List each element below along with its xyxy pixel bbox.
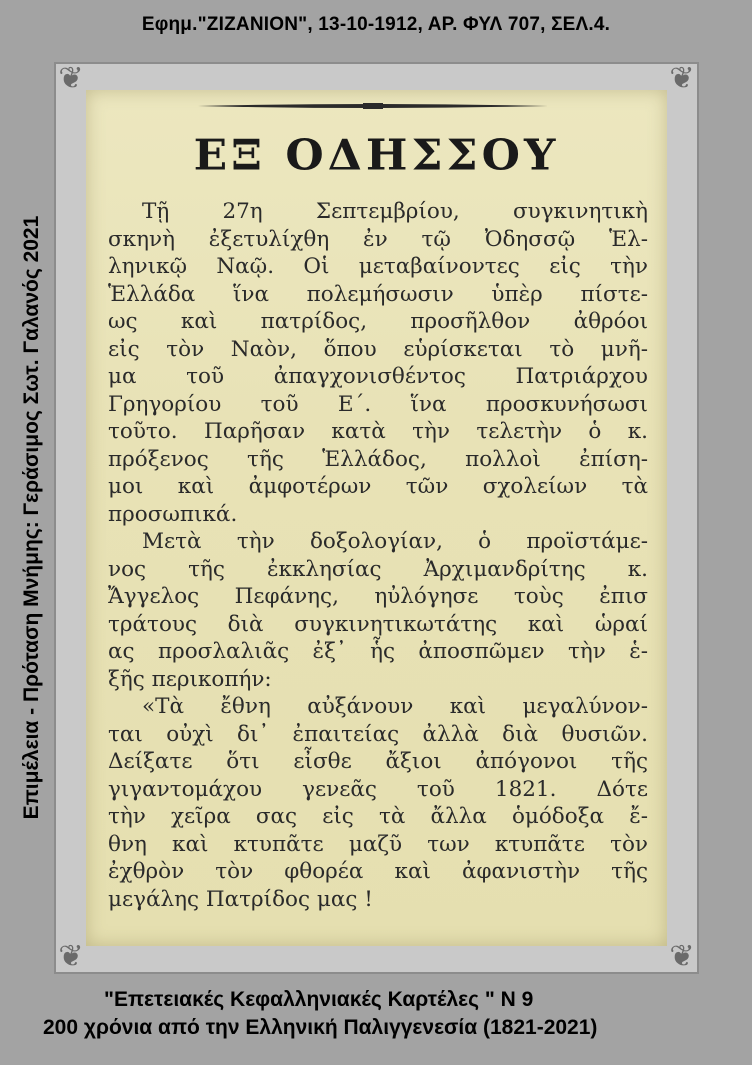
- article-line: τοῦτο. Παρῆσαν κατὰ τὴν τελετὴν ὁ κ.: [108, 419, 648, 444]
- article-line: τράτους διὰ συγκινητικωτάτης καὶ ὡραί: [108, 611, 648, 637]
- ornament-corner-icon: ❦: [58, 61, 84, 96]
- article-line: μα τοῦ ἀπαγχονισθέντος Πατριάρχου: [108, 364, 648, 389]
- article-line: Ἑλλάδα ἵνα πολεμήσωσιν ὑπὲρ πίστε-: [108, 281, 648, 307]
- article-line: Γρηγορίου τοῦ Ε΄. ἵνα προσκυνήσωσι: [108, 391, 648, 417]
- source-citation: Εφημ."ΖΙΖΑΝΙΟΝ", 13-10-1912, ΑΡ. ΦΥΛ 707, ΣΕΛ.4.: [141, 14, 611, 35]
- article-body: [108, 198, 648, 913]
- article-line: γιγαντομάχου γενεᾶς τοῦ 1821. Δότε: [108, 776, 648, 802]
- article-line: ως καὶ πατρίδος, προσῆλθον ἀθρόοι: [108, 309, 648, 334]
- ornament-corner-icon: ❦: [669, 61, 695, 96]
- article-line: ξῆς περικοπήν:: [108, 666, 272, 692]
- editor-credit: Επιμέλεια - Πρόταση Μνήμης: Γεράσιμος Σωτ. Γαλανός 2021: [20, 215, 43, 820]
- article-line: ας προσλαλιᾶς ἐξ᾽ ἧς ἀποσπῶμεν τὴν ἑ-: [108, 639, 648, 664]
- article-line: τὴν χεῖρα σας εἰς τὰ ἄλλα ὁμόδοξα ἔ-: [108, 804, 648, 829]
- series-title: "Επετειακές Κεφαλληνιακές Καρτέλες " Ν 9: [104, 988, 534, 1011]
- article-line: μεγάλης Πατρίδος μας !: [108, 886, 373, 912]
- article-line: πρόξενος τῆς Ἑλλάδος, πολλοὶ ἐπίση-: [108, 446, 648, 472]
- article-line: εἰς τὸν Ναὸν, ὅπου εὑρίσκεται τὸ μνῆ-: [108, 336, 648, 362]
- article-line: ληνικῷ Ναῷ. Οἱ μεταβαίνοντες εἰς τὴν: [108, 254, 648, 279]
- anniversary-subtitle: 200 χρόνια από την Ελληνική Παλιγγενεσία (1821-2021): [43, 1016, 598, 1039]
- article-line: Τῇ 27η Σεπτεμβρίου, συγκινητικὴ: [142, 199, 648, 224]
- newspaper-clipping: [86, 90, 667, 946]
- decorative-rule-icon: [198, 102, 548, 110]
- article-line: «Τὰ ἔθνη αὐξάνουν καὶ μεγαλύνον-: [142, 694, 648, 719]
- ornament-corner-icon: ❦: [669, 939, 695, 974]
- article-line: προσωπικά.: [108, 501, 238, 527]
- article-line: σκηνὴ ἐξετυλίχθη ἐν τῷ Ὀδησσῷ Ἑλ-: [108, 226, 648, 252]
- clipping-frame: [54, 62, 699, 974]
- article-line: ται οὐχὶ δι᾽ ἐπαιτείας ἀλλὰ διὰ θυσιῶν.: [108, 721, 648, 747]
- article-title: ΕΞ ΟΔΗΣΣΟΥ: [193, 131, 560, 180]
- article-line: ἐχθρὸν τὸν φθορέα καὶ ἀφανιστὴν τῆς: [108, 859, 648, 884]
- article-line: νος τῆς ἐκκλησίας Ἀρχιμανδρίτης κ.: [108, 556, 648, 582]
- article-line: μοι καὶ ἀμφοτέρων τῶν σχολείων τὰ: [108, 474, 648, 499]
- ornament-corner-icon: ❦: [58, 939, 84, 974]
- article-line: Δείξατε ὅτι εἶσθε ἄξιοι ἀπόγονοι τῆς: [108, 749, 648, 774]
- article-line: Ἄγγελος Πεφάνης, ηὐλόγησε τοὺς ἐπισ: [108, 584, 648, 609]
- article-line: Μετὰ τὴν δοξολογίαν, ὁ προϊστάμε-: [142, 529, 648, 554]
- article-line: θνη καὶ κτυπᾶτε μαζῦ των κτυπᾶτε τὸν: [108, 831, 648, 857]
